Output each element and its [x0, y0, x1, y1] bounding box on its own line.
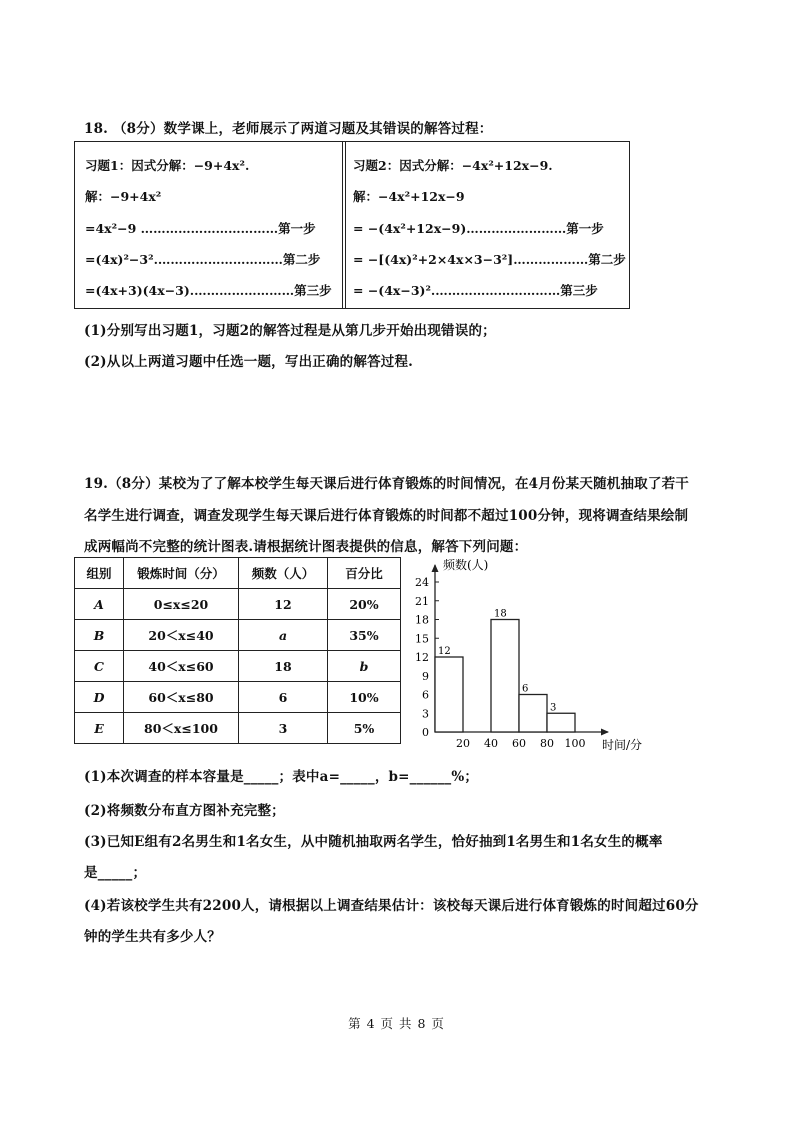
- table-cell: 35%: [328, 620, 401, 651]
- x-tick-label: 100: [564, 737, 586, 750]
- table-cell: E: [75, 713, 124, 744]
- q19-line2: 名学生进行调查，调查发现学生每天课后进行体育锻炼的时间都不超过100分钟，现将调查结果绘制: [84, 508, 689, 524]
- y-tick-label: 24: [415, 576, 429, 589]
- histogram-bar: [547, 713, 575, 732]
- y-tick-label: 0: [422, 726, 429, 739]
- x-tick-label: 20: [456, 737, 470, 750]
- table-cell: 40＜x≤60: [124, 651, 239, 682]
- q18-right-title: 习题2：因式分解：−4x²+12x−9.: [353, 158, 553, 173]
- q19-sub4a: (4)若该校学生共有2200人，请根据以上调查结果估计：该校每天课后进行体育锻炼的时间超过60分: [84, 898, 699, 914]
- q18-left-line: =(4x)²−3².…………………………第二步: [85, 252, 321, 267]
- y-tick-label: 3: [422, 707, 429, 721]
- q18-right-box: [342, 141, 630, 309]
- table-cell: 3: [239, 713, 328, 744]
- q18-left-box: [74, 141, 346, 309]
- y-tick-label: 21: [415, 594, 429, 608]
- frequency-histogram: [400, 555, 660, 755]
- q18-right-line: 解：−4x²+12x−9: [353, 189, 465, 204]
- y-tick-label: 9: [422, 669, 429, 683]
- table-row: [75, 620, 401, 651]
- q18-heading: 18. （8分）数学课上，老师展示了两道习题及其错误的解答过程：: [84, 121, 493, 137]
- table-cell: 5%: [328, 713, 401, 744]
- y-axis-title: 频数(人): [443, 558, 489, 572]
- y-tick-label: 18: [415, 613, 429, 627]
- table-row: [75, 589, 401, 620]
- histogram-bar: [435, 657, 463, 732]
- table-cell: A: [75, 589, 124, 620]
- table-row: [75, 651, 401, 682]
- x-axis-arrow: [601, 729, 609, 736]
- table-header: 锻炼时间（分）: [124, 558, 239, 589]
- q19-sub4b: 钟的学生共有多少人？: [84, 929, 221, 945]
- histogram-bar: [491, 620, 519, 733]
- q18-right-line: = −(4x−3)².…………………………第三步: [353, 283, 598, 298]
- y-axis-arrow: [432, 564, 439, 572]
- table-cell: 6: [239, 682, 328, 713]
- x-tick-label: 40: [484, 737, 498, 750]
- table-cell: 20＜x≤40: [124, 620, 239, 651]
- y-tick-label: 12: [415, 651, 429, 664]
- table-cell: 0≤x≤20: [124, 589, 239, 620]
- y-tick-label: 15: [415, 632, 429, 646]
- table-cell: B: [75, 620, 124, 651]
- q18-left-line: =(4x+3)(4x−3).……………………第三步: [85, 283, 332, 298]
- table-cell: 10%: [328, 682, 401, 713]
- q18-left-line: 解：−9+4x²: [85, 189, 162, 204]
- q18-left-title: 习题1：因式分解：−9+4x².: [85, 158, 250, 173]
- q18-right-line: = −[(4x)²+2×4x×3−3²]………………第二步: [353, 252, 626, 267]
- q19-sub2: (2)将频数分布直方图补充完整；: [84, 803, 285, 819]
- table-cell: 18: [239, 651, 328, 682]
- q18-left-line: =4x²−9 ……………………………第一步: [85, 221, 316, 236]
- table-header: 百分比: [328, 558, 401, 589]
- table-row: [75, 713, 401, 744]
- table-cell: 20%: [328, 589, 401, 620]
- x-axis-title: 时间/分: [602, 738, 643, 752]
- table-cell: C: [75, 651, 124, 682]
- table-cell: b: [328, 651, 401, 682]
- x-tick-label: 80: [540, 737, 554, 750]
- q18-sub1: (1)分别写出习题1，习题2的解答过程是从第几步开始出现错误的；: [84, 323, 496, 339]
- histogram-bar: [519, 695, 547, 733]
- bar-label: 12: [438, 646, 451, 657]
- frequency-table: [74, 557, 401, 744]
- table-header: 频数（人）: [239, 558, 328, 589]
- q19-line3: 成两幅尚不完整的统计图表.请根据统计图表提供的信息，解答下列问题：: [84, 539, 528, 555]
- bar-label: 18: [494, 608, 507, 620]
- table-cell: D: [75, 682, 124, 713]
- x-tick-label: 60: [512, 737, 526, 750]
- q19-line1: 19.（8分）某校为了了解本校学生每天课后进行体育锻炼的时间情况，在4月份某天随机抽取了若干: [84, 476, 689, 492]
- table-header: 组别: [75, 558, 124, 589]
- table-cell: a: [239, 620, 328, 651]
- y-tick-label: 6: [422, 688, 429, 702]
- q18-right-line: = −(4x²+12x−9)……………………第一步: [353, 221, 604, 236]
- page-footer: 第 4 页 共 8 页: [348, 1016, 445, 1031]
- table-header-row: [75, 558, 401, 589]
- q19-sub3a: (3)已知E组有2名男生和1名女生，从中随机抽取两名学生，恰好抽到1名男生和1名女生的概率: [84, 834, 663, 850]
- q19-sub1: (1)本次调查的样本容量是_____；表中a=_____，b=______%；: [84, 769, 479, 785]
- bar-label: 6: [522, 683, 529, 695]
- table-cell: 12: [239, 589, 328, 620]
- q18-sub2: (2)从以上两道习题中任选一题，写出正确的解答过程.: [84, 354, 414, 370]
- q19-sub3b: 是_____；: [84, 865, 147, 881]
- table-cell: 80＜x≤100: [124, 713, 239, 744]
- table-row: [75, 682, 401, 713]
- table-cell: 60＜x≤80: [124, 682, 239, 713]
- bar-label: 3: [550, 702, 557, 714]
